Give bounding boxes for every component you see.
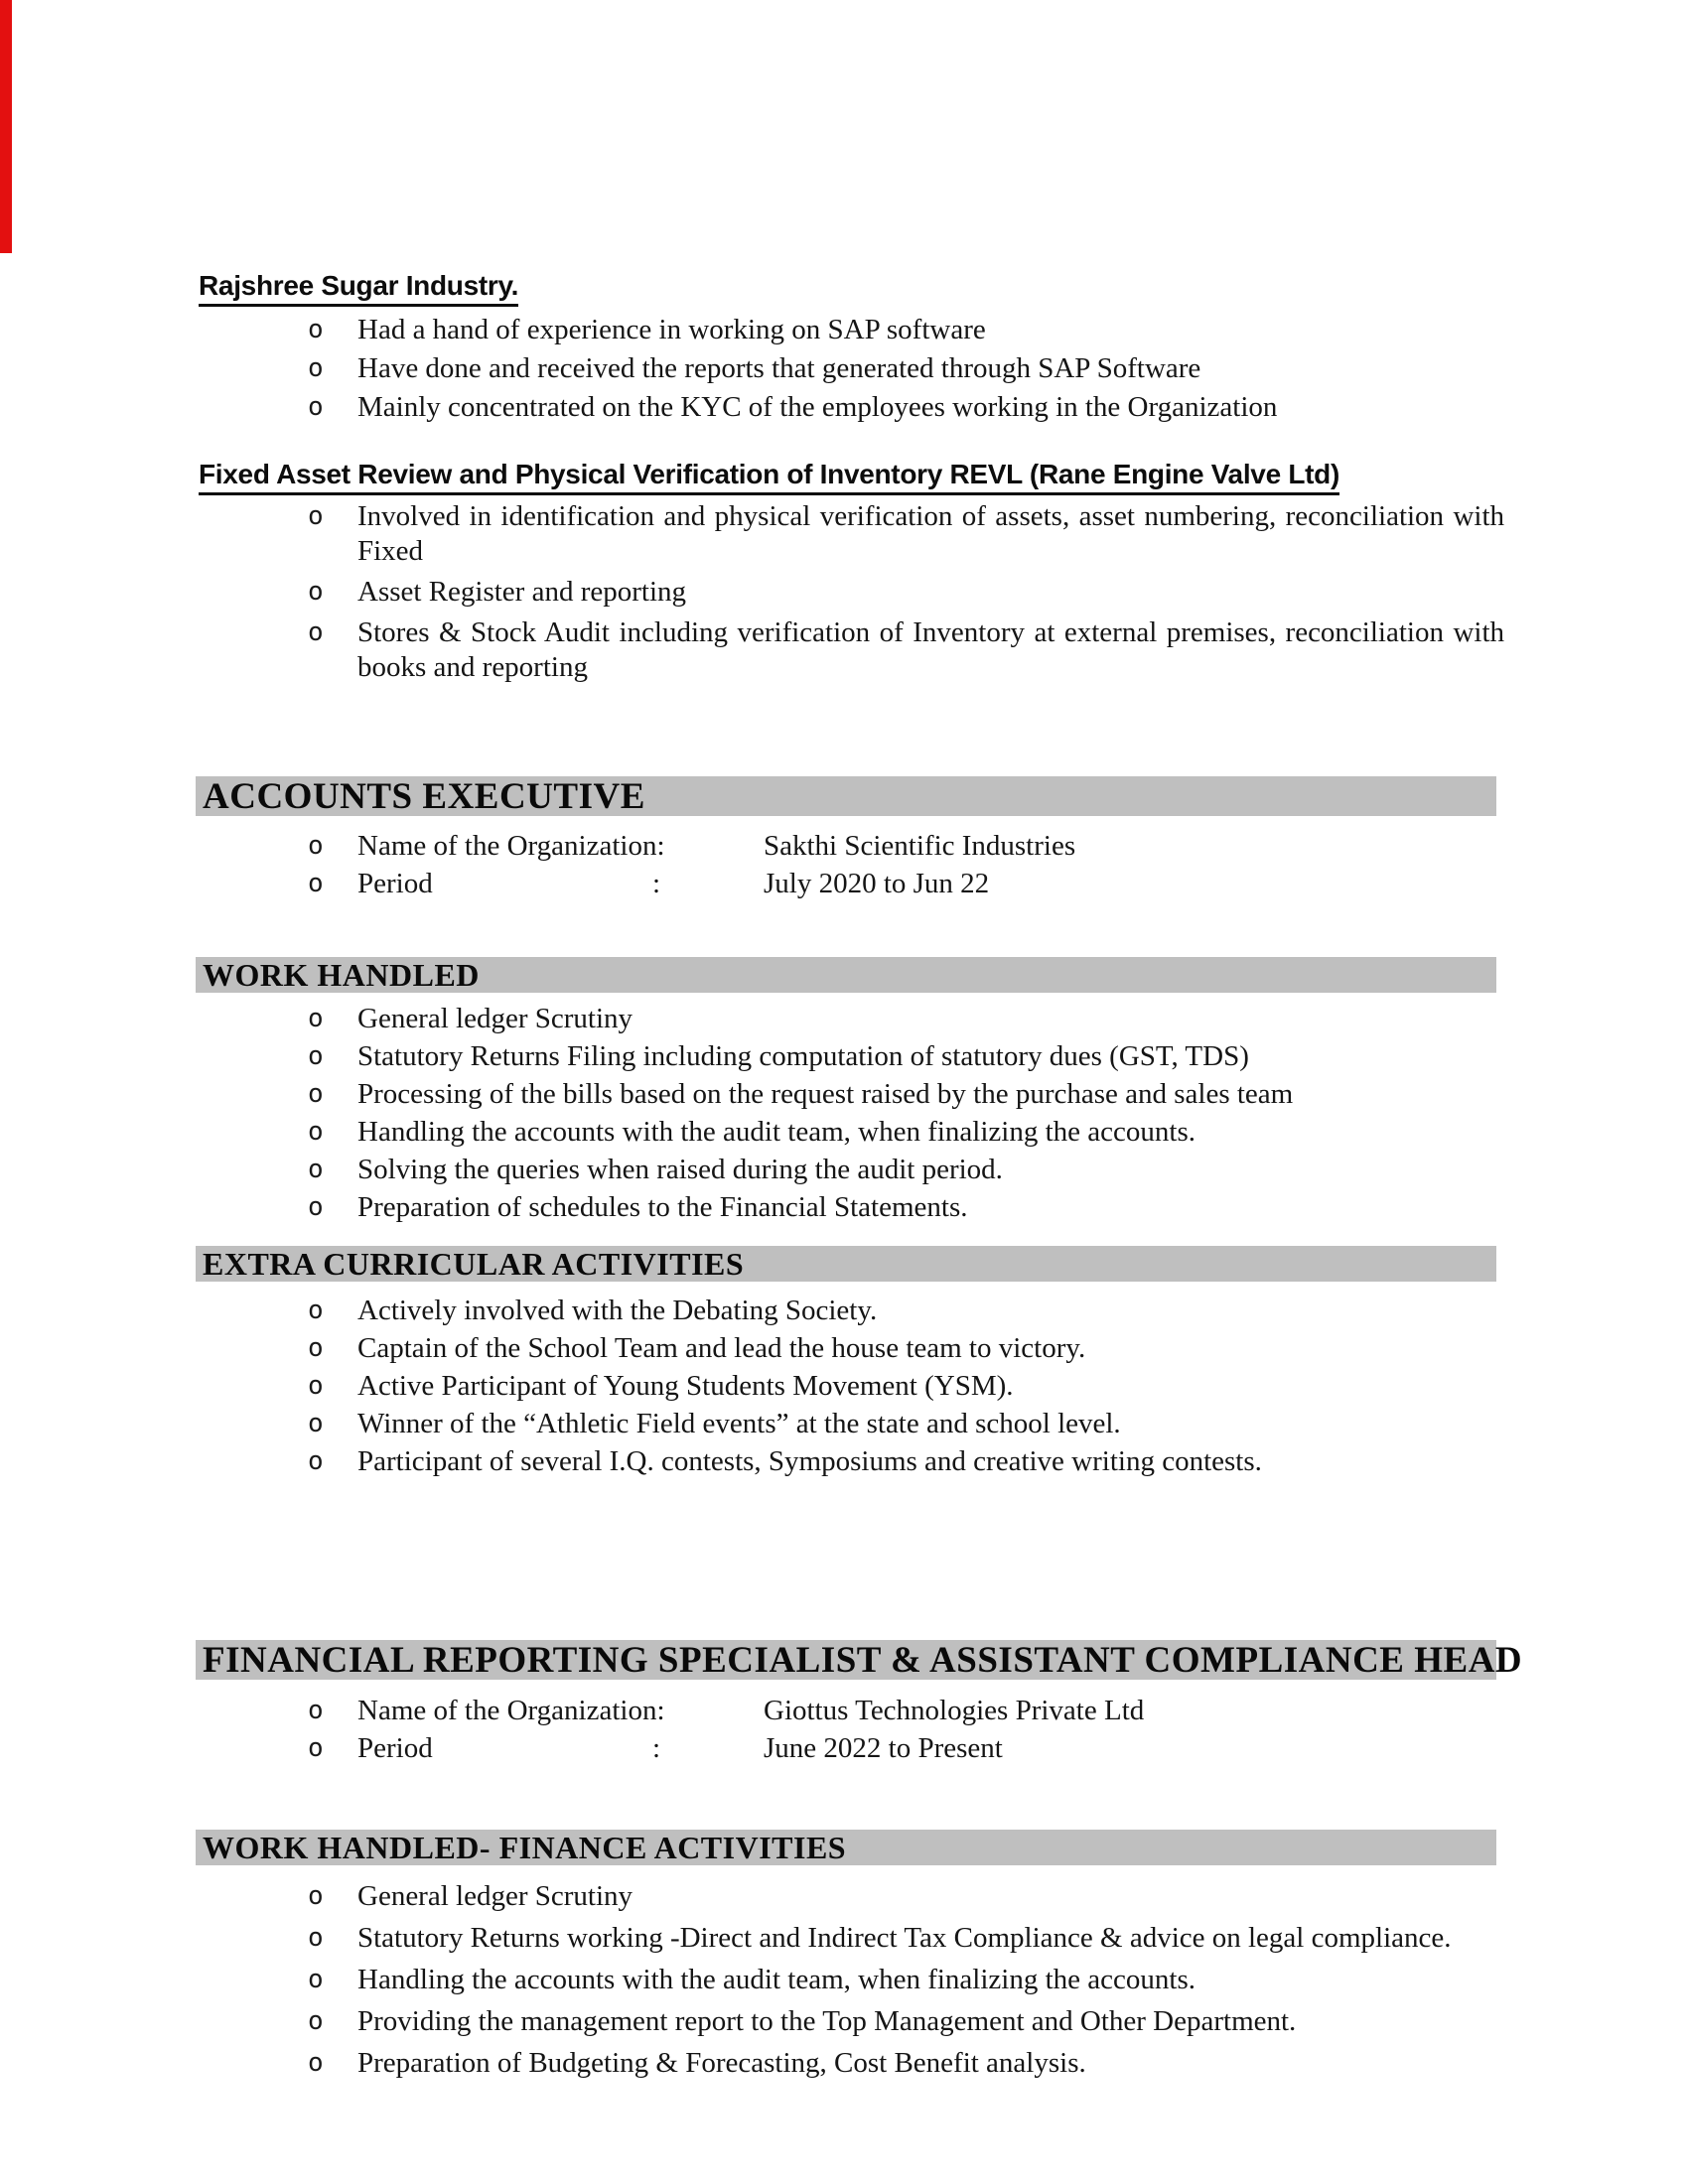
- org-name-label: Name of the Organization:: [357, 830, 665, 862]
- bullet-marker: o: [308, 501, 324, 531]
- bullet-text: Stores & Stock Audit including verification of Inventory at external premises, reconciliation with books and reporting: [357, 616, 1504, 683]
- bullet-text: Processing of the bills based on the request raised by the purchase and sales team: [357, 1078, 1294, 1110]
- bullet-marker: o: [308, 2006, 324, 2036]
- heading-fixed-asset-review: [199, 459, 1339, 495]
- bullet-item: [308, 1151, 1504, 1188]
- section-title: ACCOUNTS EXECUTIVE: [203, 775, 645, 817]
- bullet-text: Participant of several I.Q. contests, Symposiums and creative writing contests.: [357, 1445, 1262, 1477]
- bullet-marker: o: [308, 1965, 324, 1994]
- org-name-label: Name of the Organization:: [357, 1695, 665, 1726]
- period-label: Period: [357, 868, 433, 899]
- heading-text: Rajshree Sugar Industry.: [199, 270, 518, 307]
- bullet-item: [308, 2000, 1504, 2042]
- bullet-text: Involved in identification and physical verification of assets, asset numbering, reconciliation with Fixed: [357, 500, 1504, 567]
- bullet-text: Captain of the School Team and lead the house team to victory.: [357, 1332, 1086, 1364]
- bullet-marker: o: [308, 1041, 324, 1071]
- bullet-text: Mainly concentrated on the KYC of the employees working in the Organization: [357, 391, 1278, 423]
- bullet-item: [308, 311, 1504, 349]
- section-title: WORK HANDLED- FINANCE ACTIVITIES: [203, 1829, 847, 1865]
- bullet-marker: o: [308, 1117, 324, 1147]
- bullet-item: [308, 499, 1504, 569]
- period-row: [308, 1729, 1504, 1767]
- bullet-text: Statutory Returns Filing including computation of statutory dues (GST, TDS): [357, 1040, 1249, 1072]
- bullet-marker: o: [308, 315, 324, 344]
- rajshree-bullet-list: [308, 311, 1504, 427]
- period-colon: :: [652, 868, 661, 899]
- red-edge-artifact: [0, 0, 12, 253]
- bullet-text: Active Participant of Young Students Movement (YSM).: [357, 1370, 1014, 1402]
- fixed-asset-bullet-list: [308, 499, 1504, 691]
- bullet-text: Handling the accounts with the audit team, when finalizing the accounts.: [357, 1116, 1196, 1148]
- bullet-marker: o: [308, 1733, 324, 1763]
- accounts-executive-details: [308, 827, 1504, 902]
- bullet-marker: o: [308, 2048, 324, 2078]
- heading-text: Fixed Asset Review and Physical Verification of Inventory REVL (Rane Engine Valve Ltd): [199, 459, 1339, 495]
- bullet-item: [308, 349, 1504, 388]
- org-name-value: Sakthi Scientific Industries: [764, 830, 1076, 862]
- bullet-item: [308, 1442, 1504, 1480]
- bullet-marker: o: [308, 1371, 324, 1401]
- bullet-item: [308, 1959, 1504, 2000]
- section-title: WORK HANDLED: [203, 956, 480, 993]
- bullet-marker: o: [308, 869, 324, 898]
- bullet-marker: o: [308, 353, 324, 383]
- bullet-item: [308, 1000, 1504, 1037]
- bullet-text: Actively involved with the Debating Society.: [357, 1295, 878, 1326]
- work-handled-bullet-list: [308, 1000, 1504, 1226]
- period-colon: :: [652, 1732, 661, 1764]
- bullet-text: Handling the accounts with the audit team, when finalizing the accounts.: [357, 1964, 1196, 1995]
- bullet-marker: o: [308, 577, 324, 607]
- org-name-row: [308, 827, 1504, 865]
- bullet-text: Had a hand of experience in working on SAP software: [357, 314, 986, 345]
- bullet-text: General ledger Scrutiny: [357, 1003, 633, 1034]
- bullet-text: Winner of the “Athletic Field events” at the state and school level.: [357, 1408, 1121, 1439]
- bullet-marker: o: [308, 1296, 324, 1325]
- period-label: Period: [357, 1732, 433, 1764]
- bullet-item: [308, 1329, 1504, 1367]
- bullet-marker: o: [308, 1333, 324, 1363]
- bullet-item: [308, 388, 1504, 427]
- bullet-item: [308, 1917, 1504, 1959]
- bullet-text: Have done and received the reports that generated through SAP Software: [357, 352, 1201, 384]
- period-value: July 2020 to Jun 22: [764, 868, 990, 899]
- section-header-work-handled-finance: [196, 1830, 1496, 1865]
- bullet-text: General ledger Scrutiny: [357, 1880, 633, 1912]
- financial-reporting-details: [308, 1692, 1504, 1767]
- bullet-marker: o: [308, 617, 324, 647]
- bullet-item: [308, 1075, 1504, 1113]
- org-name-separator: [652, 827, 764, 865]
- bullet-item: [308, 2042, 1504, 2084]
- section-header-extra-curricular: [196, 1246, 1496, 1282]
- bullet-item: [308, 1405, 1504, 1442]
- bullet-item: [308, 1367, 1504, 1405]
- bullet-marker: o: [308, 1923, 324, 1953]
- org-name-value: Giottus Technologies Private Ltd: [764, 1695, 1145, 1726]
- bullet-marker: o: [308, 1446, 324, 1476]
- finance-activities-bullet-list: [308, 1875, 1504, 2084]
- bullet-text: Preparation of schedules to the Financial Statements.: [357, 1191, 968, 1223]
- bullet-item: [308, 575, 1504, 610]
- bullet-item: [308, 1292, 1504, 1329]
- bullet-marker: o: [308, 831, 324, 861]
- bullet-item: [308, 1188, 1504, 1226]
- period-value: June 2022 to Present: [764, 1732, 1003, 1764]
- bullet-text: Providing the management report to the Top Management and Other Department.: [357, 2005, 1297, 2037]
- org-name-separator: [652, 1692, 764, 1729]
- section-title: FINANCIAL REPORTING SPECIALIST & ASSISTANT COMPLIANCE HEAD: [203, 1639, 1523, 1681]
- bullet-marker: o: [308, 1192, 324, 1222]
- bullet-item: [308, 1875, 1504, 1917]
- bullet-marker: o: [308, 1004, 324, 1033]
- section-title: EXTRA CURRICULAR ACTIVITIES: [203, 1245, 745, 1282]
- bullet-text: Preparation of Budgeting & Forecasting, Cost Benefit analysis.: [357, 2047, 1086, 2079]
- bullet-marker: o: [308, 1409, 324, 1438]
- section-header-financial-reporting-specialist: [196, 1639, 1523, 1681]
- section-header-work-handled: [196, 957, 1496, 993]
- bullet-text: Statutory Returns working -Direct and Indirect Tax Compliance & advice on legal compliance.: [357, 1922, 1452, 1954]
- extra-curricular-bullet-list: [308, 1292, 1504, 1480]
- bullet-text: Solving the queries when raised during the audit period.: [357, 1154, 1003, 1185]
- org-name-row: [308, 1692, 1504, 1729]
- bullet-text: Asset Register and reporting: [357, 576, 687, 608]
- bullet-marker: o: [308, 392, 324, 422]
- bullet-item: [308, 1113, 1504, 1151]
- bullet-marker: o: [308, 1881, 324, 1911]
- bullet-marker: o: [308, 1155, 324, 1184]
- bullet-item: [308, 615, 1504, 685]
- bullet-marker: o: [308, 1079, 324, 1109]
- heading-rajshree-sugar-industry: [199, 270, 518, 307]
- section-header-accounts-executive: [196, 776, 1496, 816]
- bullet-marker: o: [308, 1696, 324, 1725]
- period-row: [308, 865, 1504, 902]
- bullet-item: [308, 1037, 1504, 1075]
